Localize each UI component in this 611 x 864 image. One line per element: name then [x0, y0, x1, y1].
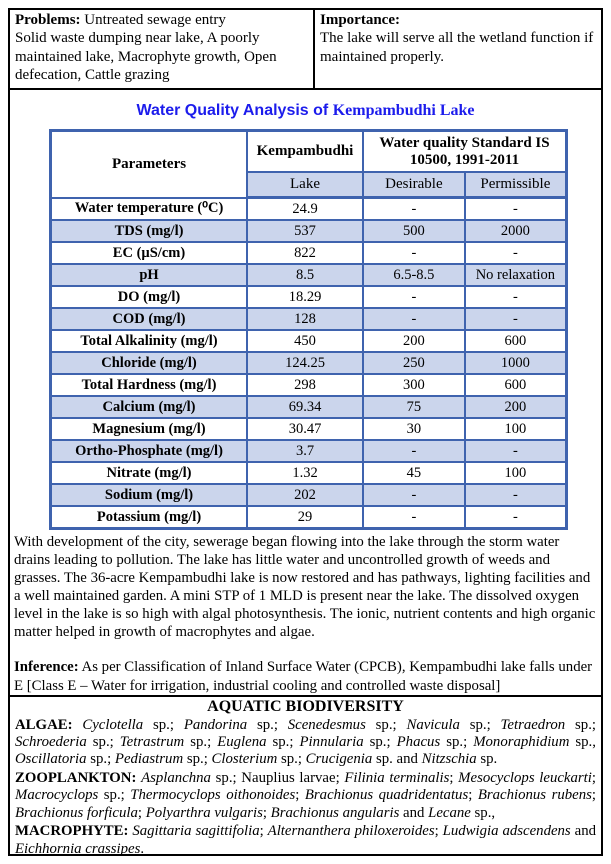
water-quality-table — [49, 129, 568, 530]
water-table-header — [51, 131, 567, 198]
table-row — [51, 220, 567, 242]
table-row — [51, 462, 567, 484]
parameter-cell: TDS (mg/l) — [51, 220, 248, 242]
value-cell: No relaxation — [465, 264, 567, 286]
importance-text: Importance: The lake will serve all the wetland function if maintained properly. — [320, 12, 594, 65]
value-cell: 600 — [465, 374, 567, 396]
value-cell: 2000 — [465, 220, 567, 242]
table-row — [51, 418, 567, 440]
value-cell: 124.25 — [247, 352, 363, 374]
value-cell: 822 — [247, 242, 363, 264]
value-cell: 500 — [363, 220, 465, 242]
description-paragraph: With development of the city, sewerage began flowing into the lake through the storm water drains leading to pollution. The lake has little water and uncontrolled growth of weeds and grasses. The 36-acre Kempambudhi lake is now restored and has pathways, lighting facilities and a well maintained garden. A mini STP of 1 MLD is present near the lake. The dissolved oxygen level in the lake is so high with algal photosynthesis. The ionic, nutrient contents and high organic matter helped in growth of macrophytes and algae. — [14, 534, 596, 641]
table-row — [51, 506, 567, 529]
table-row — [51, 198, 567, 221]
header-desirable: Desirable — [363, 172, 465, 198]
table-row — [51, 352, 567, 374]
value-cell: 18.29 — [247, 286, 363, 308]
header-standard: Water quality Standard IS 10500, 1991-2011 — [363, 131, 567, 173]
value-cell: 8.5 — [247, 264, 363, 286]
value-cell: - — [363, 286, 465, 308]
header-kempambudhi: Kempambudhi — [247, 131, 363, 173]
value-cell: 100 — [465, 418, 567, 440]
parameter-cell: Water temperature (⁰C) — [51, 198, 248, 221]
value-cell: - — [363, 484, 465, 506]
value-cell: - — [465, 440, 567, 462]
value-cell: 250 — [363, 352, 465, 374]
parameter-cell: Ortho-Phosphate (mg/l) — [51, 440, 248, 462]
value-cell: 202 — [247, 484, 363, 506]
value-cell: 29 — [247, 506, 363, 529]
value-cell: 24.9 — [247, 198, 363, 221]
parameter-cell: Chloride (mg/l) — [51, 352, 248, 374]
parameter-cell: DO (mg/l) — [51, 286, 248, 308]
value-cell: - — [465, 308, 567, 330]
value-cell: 30.47 — [247, 418, 363, 440]
table-row — [51, 396, 567, 418]
value-cell: - — [465, 506, 567, 529]
parameter-cell: Total Hardness (mg/l) — [51, 374, 248, 396]
header-permissible: Permissible — [465, 172, 567, 198]
value-cell: - — [363, 506, 465, 529]
value-cell: - — [363, 440, 465, 462]
parameter-cell: Sodium (mg/l) — [51, 484, 248, 506]
value-cell: - — [465, 242, 567, 264]
value-cell: 537 — [247, 220, 363, 242]
document-title: Water Quality Analysis of Kempambudhi Lake — [136, 102, 475, 120]
value-cell: - — [465, 198, 567, 221]
parameter-cell: pH — [51, 264, 248, 286]
value-cell: 3.7 — [247, 440, 363, 462]
value-cell: 200 — [363, 330, 465, 352]
table-row — [51, 286, 567, 308]
value-cell: 200 — [465, 396, 567, 418]
parameter-cell: COD (mg/l) — [51, 308, 248, 330]
table-row — [51, 308, 567, 330]
parameter-cell: Nitrate (mg/l) — [51, 462, 248, 484]
header-lake: Lake — [247, 172, 363, 198]
value-cell: - — [363, 198, 465, 221]
parameter-cell: EC (µS/cm) — [51, 242, 248, 264]
parameter-cell: Magnesium (mg/l) — [51, 418, 248, 440]
value-cell: - — [465, 484, 567, 506]
value-cell: 450 — [247, 330, 363, 352]
parameter-cell: Total Alkalinity (mg/l) — [51, 330, 248, 352]
table-row — [51, 242, 567, 264]
biodiversity-title: AQUATIC BIODIVERSITY — [207, 697, 404, 715]
value-cell: 45 — [363, 462, 465, 484]
table-row — [51, 440, 567, 462]
value-cell: 300 — [363, 374, 465, 396]
problems-cell — [10, 10, 315, 88]
parameter-cell: Potassium (mg/l) — [51, 506, 248, 529]
table-row — [51, 484, 567, 506]
value-cell: 1000 — [465, 352, 567, 374]
value-cell: 298 — [247, 374, 363, 396]
value-cell: 6.5-8.5 — [363, 264, 465, 286]
value-cell: 69.34 — [247, 396, 363, 418]
value-cell: - — [363, 242, 465, 264]
top-info-table — [10, 10, 601, 90]
importance-cell — [315, 10, 601, 88]
value-cell: - — [465, 286, 567, 308]
value-cell: 75 — [363, 396, 465, 418]
problems-text: Problems: Untreated sewage entry Solid waste dumping near lake, A poorly maintained lake, Macrophyte growth, Open defecation, Cattle grazing — [15, 12, 277, 83]
main-section — [10, 90, 601, 696]
document-page — [8, 8, 603, 856]
value-cell: 100 — [465, 462, 567, 484]
algae-list: ALGAE: Cyclotella sp.; Pandorina sp.; Scenedesmus sp.; Navicula sp.; Tetraedron sp.; Schroederia sp.; Tetrastrum sp.; Euglena sp.; Pinnularia sp.; Phacus sp.; Monoraphidium sp., Oscillatoria sp.; Pediastrum sp.; Closterium sp.; Crucigenia sp. and Nitzschia sp. — [15, 716, 597, 768]
table-row — [51, 264, 567, 286]
biodiversity-section — [10, 697, 601, 861]
value-cell: 600 — [465, 330, 567, 352]
zooplankton-list: ZOOPLANKTON: Asplanchna sp.; Nauplius larvae; Filinia terminalis; Mesocyclops leuckarti; Macrocyclops sp.; Thermocyclops oithonoides; Brachionus quadridentatus; Brachionus rubens; Brachionus forficula; Polyarthra vulgaris; Brachionus angularis and Lecane sp., — [15, 769, 596, 821]
value-cell: 128 — [247, 308, 363, 330]
value-cell: 1.32 — [247, 462, 363, 484]
water-table-body — [51, 198, 567, 529]
value-cell: 30 — [363, 418, 465, 440]
table-row — [51, 330, 567, 352]
header-parameters: Parameters — [51, 131, 248, 198]
inference-paragraph: Inference: As per Classification of Inland Surface Water (CPCB), Kempambudhi lake falls under E [Class E – Water for irrigation, industrial cooling and controlled waste disposal] — [14, 659, 593, 694]
parameter-cell: Calcium (mg/l) — [51, 396, 248, 418]
value-cell: - — [363, 308, 465, 330]
macrophyte-list: MACROPHYTE: Sagittaria sagittifolia; Alternanthera philoxeroides; Ludwigia adscendens and Eichhornia crassipes. — [15, 823, 596, 857]
table-row — [51, 374, 567, 396]
